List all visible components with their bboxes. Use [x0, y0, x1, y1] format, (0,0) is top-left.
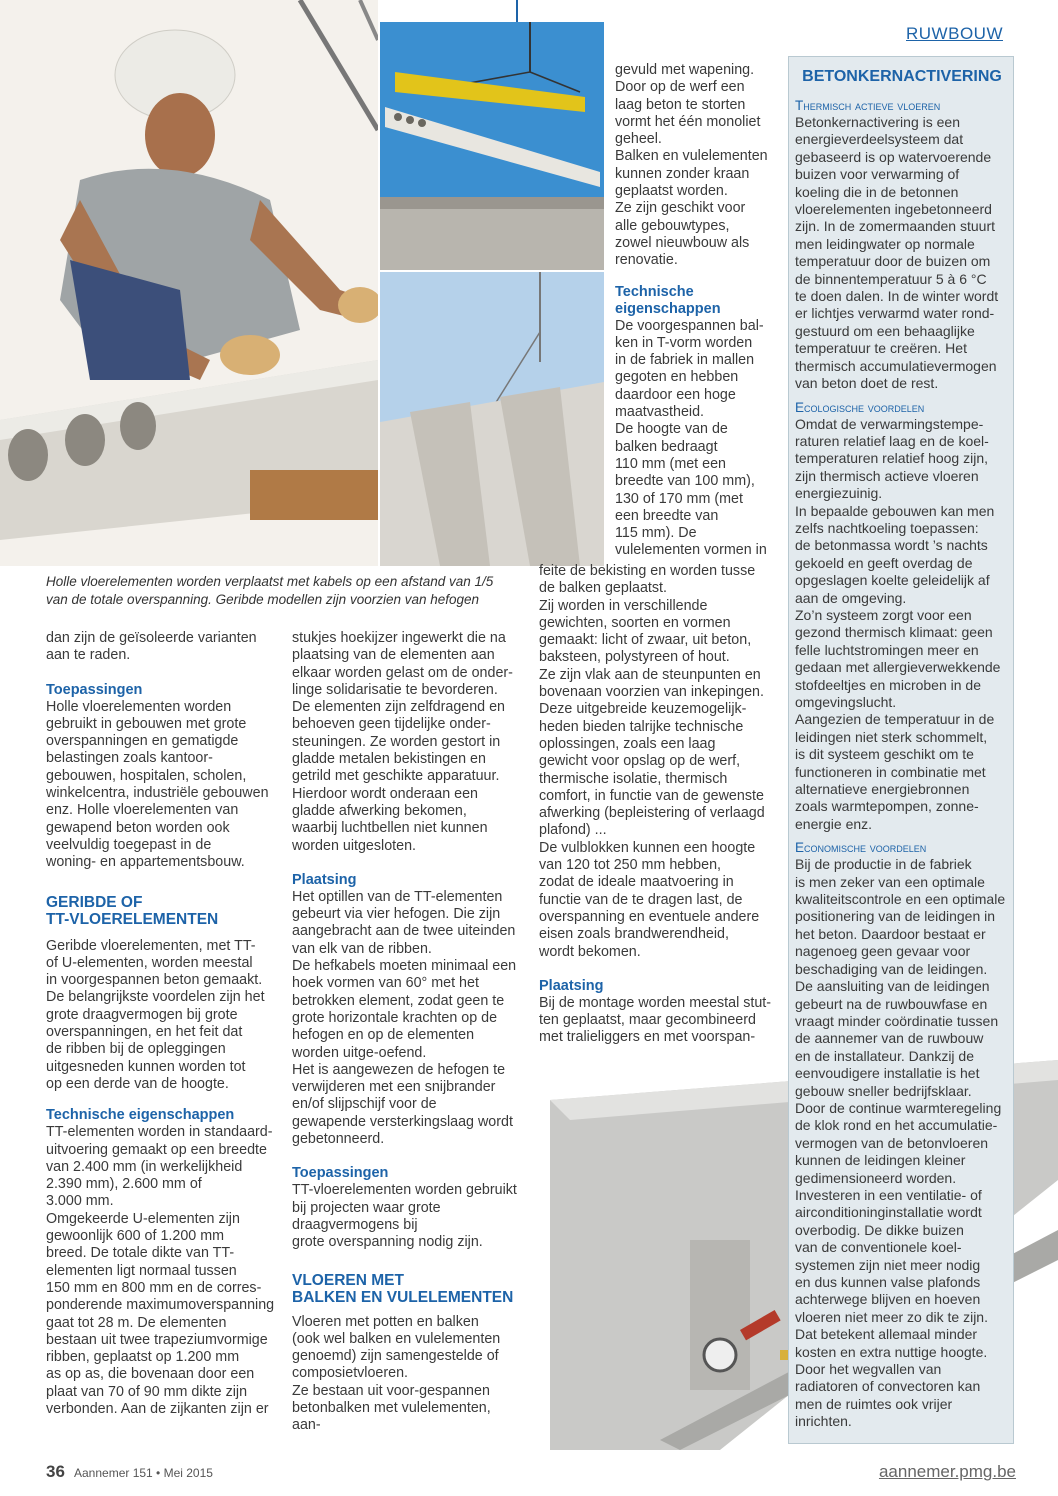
crane-photo-hollow-slab	[380, 22, 604, 270]
header-rule	[516, 0, 518, 22]
page-number: 36	[46, 1462, 65, 1481]
vloeren-heading: VLOEREN MET BALKEN EN VULELEMENTEN	[292, 1271, 514, 1306]
column-3-top	[615, 62, 785, 560]
col1-tech-heading: Technische eigenschappen	[46, 1107, 235, 1124]
geribde-text: Geribde vloerelementen, met TT- of U-elementen, worden meestal in voorgespannen beton gemaakt. De belangrijkste voordelen zijn het grote draagvermogen bij grote overspanningen, en het feit dat de ribben bij de opleggingen uitgesneden kunnen worden tot op een derde van de hoogte.	[46, 937, 265, 1092]
col3-tech-heading: Technische eigenschappen	[615, 283, 721, 317]
column-1	[46, 630, 276, 1418]
col1-tech-text: TT-elementen worden in standaard- uitvoering gemaakt op een breedte van 2.400 mm (in werkelijkheid 2.390 mm), 2.600 mm of 3.000 mm. Omgekeerde U-elementen zijn gewoonlijk 600 of 1.200 mm breed. De totale dikte van TT- elementen ligt normaal tussen 150 mm en 800 mm en de corres- ponderende maximumoverspanning gaat tot 28 m. De elementen bestaan uit twee trapeziumvormige ribben, geplaatst op 1.200 mm as op as, die bovenaan door een plaat van 70 of 90 mm dikte zijn verbonden. Aan de zijkanten zijn er	[46, 1124, 275, 1417]
sidebar-s3-heading: Economische voordelen	[795, 840, 927, 856]
col3-tech-text: De voorgespannen bal- ken in T-vorm worden in de fabriek in mallen gegoten en hebben daardoor een hoge maatvastheid. De hoogte van de balken bedraagt 110 mm (met een breedte van 100 mm), 130 of 170 mm (met een breedte van 115 mm). De vulelementen vormen in	[615, 317, 767, 559]
col2-toepassingen-heading: Toepassingen	[292, 1165, 389, 1182]
crane-photo-tt-element	[380, 272, 604, 566]
col1-intro: dan zijn de geïsoleerde varianten aan te raden.	[46, 630, 257, 664]
geribde-heading: GERIBDE OF TT-VLOERELEMENTEN	[46, 893, 219, 928]
col3-plaatsing-heading: Plaatsing	[539, 977, 604, 994]
sidebar-title: BETONKERNACTIVERING	[802, 68, 1002, 85]
col2-plaatsing-heading: Plaatsing	[292, 871, 357, 888]
column-2	[292, 630, 522, 1435]
issue-label: Aannemer 151 • Mei 2015	[74, 1466, 213, 1480]
section-label: RUWBOUW	[906, 24, 1003, 43]
col3-wide-text: feite de bekisting en worden tusse de balken geplaatst. Zij worden in verschillende gewichten, soorten en vormen gemaakt: licht of zwaar, uit beton, baksteen, polystyreen of hout. Ze zijn vlak aan de steunpunten en bovenaan voorzien van inkepingen. Deze uitgebreide keuzemogelijk- heden bieden talrijke technische oplossingen, zoals een laag gewicht voor opslag op de werf, thermische isolatie, thermisch comfort, in functie van de gewenste afwerking (bepleistering of verlaagd plafond) ... De vulblokken kunnen een hoogte van 120 tot 250 mm hebben, zodat de ideale maatvoering in functie van de te dragen last, de overspanning en eventuele andere eisen zoals brandwerendheid, wordt bekomen.	[539, 563, 765, 960]
footer	[46, 1462, 1016, 1486]
col1-toepassingen-text: Holle vloerelementen worden gebruikt in gebouwen met grote overspanningen en gematigde belastingen zoals kantoor- gebouwen, hospitalen, scholen, winkelcentra, industriële gebouwen enz. Holle vloerelementen van gewapend beton worden ook veelvuldig toegepast in de woning- en appartementsbouw.	[46, 698, 269, 871]
col2-toepassingen-text: TT-vloerelementen worden gebruikt bij projecten waar grote draagvermogens bij grote overspanning nodig zijn.	[292, 1182, 517, 1251]
col2-plaatsing-text: Het optillen van de TT-elementen gebeurt via vier hefogen. Die zijn aangebracht aan de twee uiteinden van elk van de ribben. De hefkabels moeten minimaal een hoek vormen van 60° met het betrokken element, zodat geen te grote horizontale krachten op de hefogen en op de elementen worden uitge-oefend. Het is aangewezen de hefogen te verwijderen met een snijbrander en/of slijpschijf voor de gewapende versterkingslaag wordt gebetonneerd.	[292, 888, 517, 1148]
sidebar-content	[795, 68, 1009, 1431]
sidebar-s3-text: Bij de productie in de fabriek is men zeker van een optimale kwaliteitscontrole en een optimale positionering van de leidingen in het beton. Daardoor bestaat er nagenoeg geen gevaar voor beschadiging van de leidingen. De aansluiting van de leidingen gebeurt na de ruwbouwfase en vraagt minder coördinatie tussen de aannemer van de ruwbouw en de installateur. Dankzij de eenvoudigere installatie is het gebouw sneller bedrijfsklaar. Door de continue warmteregeling de klok rond en het accumulatie- vermogen van de betonvloeren kunnen de leidingen kleiner gedimensioneerd worden. Investeren in een ventilatie- of airconditioninginstallatie wordt overbodig. De dikke buizen van de conventionele koel- systemen zijn niet meer nodig en dus kunnen valse plafonds achterwege blijven en hoeven vloeren niet meer zo dik te zijn. Dat betekent allemaal minder kosten en extra nuttige hoogte. Door het wegvallen van radiatoren of convectoren kan men de ruimtes ook vrijer inrichten.	[795, 856, 1006, 1430]
sidebar-s2-heading: Ecologische voordelen	[795, 399, 925, 415]
sidebar-s1-heading: Thermisch actieve vloeren	[795, 98, 941, 113]
site-url-link[interactable]: aannemer.pmg.be	[878, 1462, 1016, 1481]
sidebar-s2-text: Omdat de verwarmingstempe- raturen relatief laag en de koel- temperaturen relatief hoog zijn, zijn thermisch actieve vloeren energiezuinig. In bepaalde gebouwen kan men zelfs nachtkoeling toepassen: de betonmassa wordt ’s nachts gekoeld en geeft overdag de opgeslagen koelte geleidelijk af aan de omgeving. Zo’n systeem zorgt voor een gezond thermisch klimaat: geen felle luchtstromingen meer en gedaan met allergieverwekkende stofdeeltjes en microben in de omgevingslucht. Aangezien de temperatuur in de leidingen niet sterk schommelt, is dit systeem geschikt om te functioneren in combinatie met alternatieve energiebronnen zoals warmtepompen, zonne- energie enz.	[795, 415, 1001, 832]
column-3-wide	[539, 563, 784, 1047]
photo-caption: Holle vloerelementen worden verplaatst met kabels op een afstand van 1/5 van de totale overspanning. Geribde modellen zijn voorzien van hefogen	[46, 574, 494, 607]
col2-intro: stukjes hoekijzer ingewerkt die na plaatsing van de elementen aan elkaar worden gelast om de onder- linge solidarisatie te bevorderen. De elementen zijn zelfdragend en behoeven geen tijdelijke onder- steuningen. Ze worden gestort in gladde metalen bekistingen en getrild met geschikte apparatuur. Hierdoor wordt onderaan een gladde afwerking bekomen, waarbij luchtbellen niet kunnen worden uitgesloten.	[292, 630, 513, 854]
worker-photo	[0, 0, 378, 566]
vloeren-text: Vloeren met potten en balken (ook wel balken en vulelementen genoemd) zijn samengestelde of composietvloeren. Ze bestaan uit voor-gespannen betonbalken met vulelementen, aan-	[292, 1313, 501, 1434]
sidebar-s1-text: Betonkernactivering is een energieverdeelsysteem dat gebaseerd is op watervoerende buizen voor verwarming of koeling die in de betonnen vloerelementen ingebetonneerd zijn. In de zomermaanden stuurt men leidingwater op normale temperatuur door de buizen om de binnentemperatuur 5 à 6 °C te doen dalen. In de winter wordt er lichtjes verwarmd water rond- gestuurd om een behaaglijke temperatuur te creëren. Het thermisch accumulatievermogen van beton doet de rest.	[795, 114, 999, 392]
col3-plaatsing-text: Bij de montage worden meestal stut- ten geplaatst, maar gecombineerd met tralieliggers en met voorspan-	[539, 994, 772, 1046]
col1-toepassingen-heading: Toepassingen	[46, 681, 143, 698]
col3-top-text: gevuld met wapening. Door op de werf een laag beton te storten vormt het één monoliet geheel. Balken en vulelementen kunnen zonder kraan geplaatst worden. Ze zijn geschikt voor alle gebouwtypes, zowel nieuwbouw als renovatie.	[615, 62, 768, 269]
